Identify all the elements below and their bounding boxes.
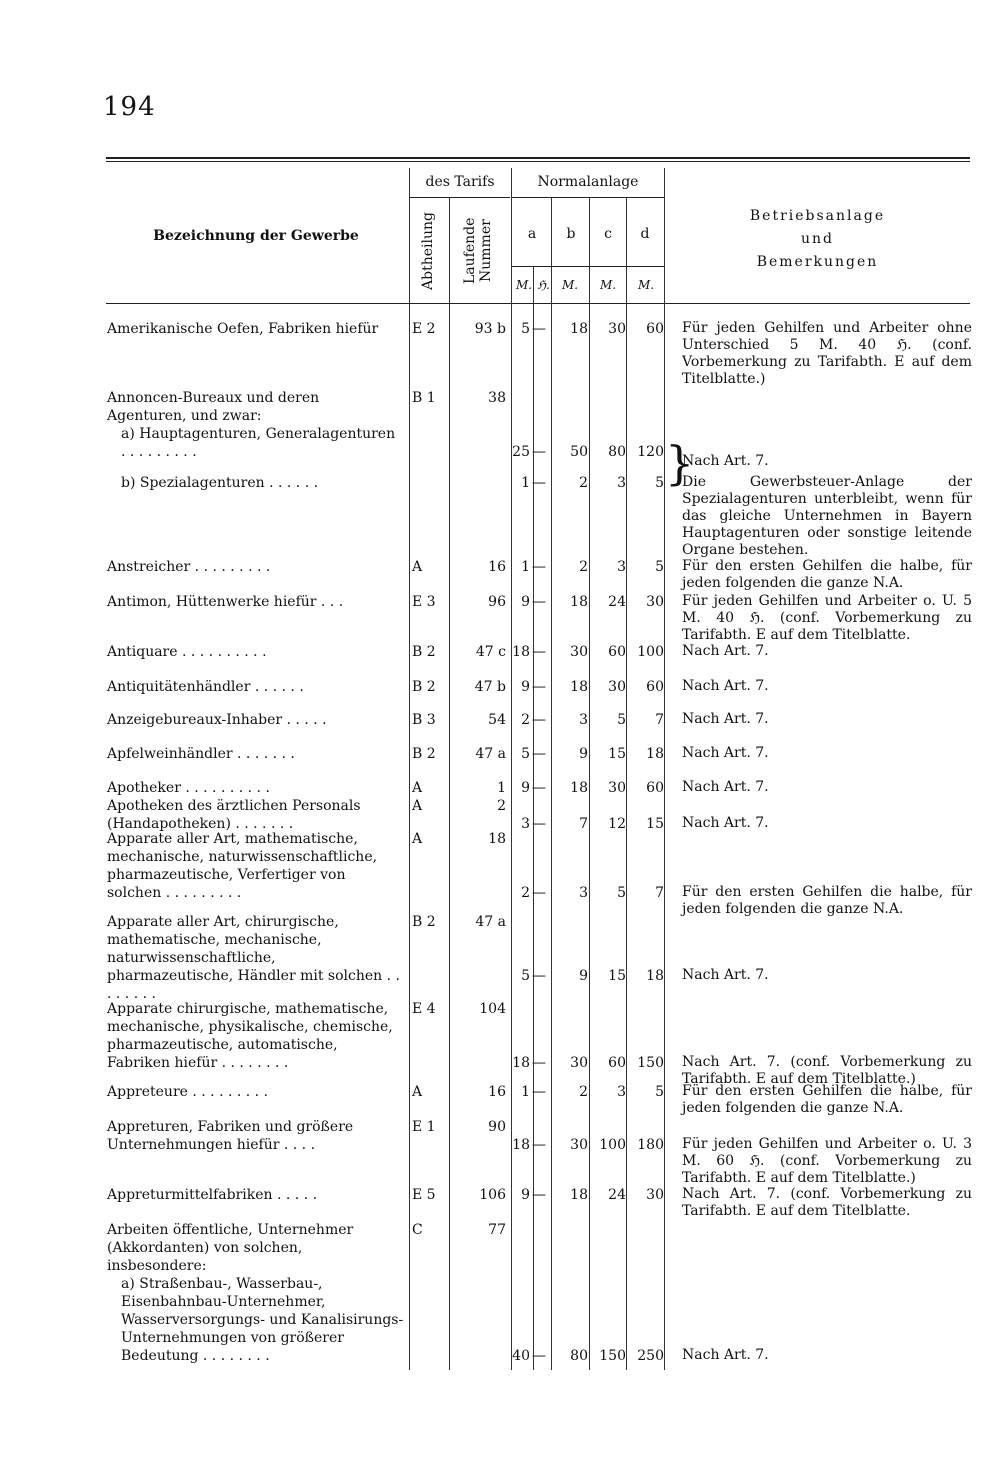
rate-c-cell: 30 (608, 321, 626, 337)
abteilung-cell: B 2 (412, 679, 436, 695)
rate-a-cell: 5 (521, 321, 530, 337)
rate-a-cell: 2 (521, 712, 530, 728)
col-a-header: a (527, 226, 537, 242)
remark-cell: Nach Art. 7. (conf. Vorbemerkung zu Tarifabth. E auf dem Titelblatte. (682, 1186, 972, 1219)
laufende-nummer-cell: 77 (488, 1222, 506, 1238)
rate-d-cell: 60 (646, 679, 664, 695)
trade-name (107, 830, 402, 902)
rate-a-cell: 1 (521, 475, 530, 491)
rate-b-cell: 3 (579, 885, 588, 901)
rate-a-cell: 5 (521, 968, 530, 984)
rate-d-cell: 7 (655, 885, 664, 901)
abteilung-cell: B 2 (412, 914, 436, 930)
trade-name-line: Appreturmittelfabriken . . . . . (107, 1187, 318, 1203)
trade-name (107, 1186, 402, 1204)
normalanlage-underline (512, 197, 664, 198)
trade-name (107, 711, 402, 729)
normalanlage-header: Normalanlage (537, 174, 639, 190)
laufende-nummer-text: Laufende Nummer (462, 217, 494, 285)
rate-c-cell: 15 (608, 746, 626, 762)
trade-name-line: Apparate aller Art, chirurgische, mathematische, mechanische, naturwissenschaftliche, pharmazeutische, Händler mit solchen . . . . . . . . (107, 914, 400, 1002)
trade-name-line: b) Spezialagenturen . . . . . . (121, 475, 319, 491)
abteilung-cell: B 3 (412, 712, 436, 728)
remark-cell: Nach Art. 7. (682, 1347, 769, 1363)
rate-c-cell: 100 (599, 1137, 626, 1153)
rate-a-cell: 5 (521, 746, 530, 762)
abteilung-cell: E 2 (412, 321, 436, 337)
unit-a-mark: M. (516, 278, 533, 292)
rate-d-cell: 7 (655, 712, 664, 728)
laufende-nummer-cell: 1 (497, 780, 506, 796)
trade-name-line: Apotheker . . . . . . . . . . (107, 780, 270, 796)
rate-a-pfennig-cell: — (532, 816, 546, 832)
rate-c-cell: 3 (617, 475, 626, 491)
col-line-name (409, 168, 410, 1370)
rate-c-cell: 150 (599, 1348, 626, 1364)
rate-a-pfennig-cell: — (532, 644, 546, 660)
trade-name-line: Antiquitätenhändler . . . . . . (107, 679, 304, 695)
remark-cell: Nach Art. 7. (682, 967, 769, 983)
remark-cell: Nach Art. 7. (conf. Vorbemerkung zu Tarifabth. E auf dem Titelblatte.) (682, 1054, 972, 1087)
rate-d-cell: 15 (646, 816, 664, 832)
laufende-nummer-cell: 2 (497, 798, 506, 814)
trade-name (107, 779, 402, 797)
trade-name-line: a) Hauptagenturen, Generalagenturen . . . . . . . . . (121, 426, 396, 460)
rate-a-pfennig-cell: — (532, 444, 546, 460)
col-b-header: b (566, 226, 576, 242)
rate-a-pfennig-cell: — (532, 712, 546, 728)
trade-name-line: Annoncen-Bureaux und deren Agenturen, und zwar: (107, 390, 320, 424)
remark-cell: Nach Art. 7. (682, 779, 769, 795)
remark-cell: Nach Art. 7. (682, 711, 769, 727)
col-d-header: d (640, 226, 650, 242)
rate-d-cell: 100 (637, 644, 664, 660)
rate-b-cell: 30 (570, 1055, 588, 1071)
trade-name (107, 1000, 402, 1072)
rate-c-cell: 24 (608, 1187, 626, 1203)
laufende-nummer-header (462, 206, 498, 296)
header-bottom-rule (106, 303, 970, 304)
col-line-d (664, 168, 665, 1370)
laufende-nummer-cell: 90 (488, 1119, 506, 1135)
abteilung-cell: A (412, 1084, 423, 1100)
rate-c-cell: 3 (617, 1084, 626, 1100)
trade-name (107, 1083, 402, 1101)
rate-d-cell: 60 (646, 321, 664, 337)
abteilung-cell: B 2 (412, 746, 436, 762)
rate-a-cell: 18 (512, 1137, 530, 1153)
rate-d-cell: 120 (637, 444, 664, 460)
rate-c-cell: 3 (617, 559, 626, 575)
laufende-nummer-cell: 18 (488, 831, 506, 847)
rate-b-cell: 30 (570, 1137, 588, 1153)
rate-a-pfennig-cell: — (532, 1187, 546, 1203)
rate-a-pfennig-cell: — (532, 1055, 546, 1071)
rate-a-pfennig-cell: — (532, 321, 546, 337)
rate-b-cell: 18 (570, 1187, 588, 1203)
rate-b-cell: 80 (570, 1348, 588, 1364)
remark-cell: Die Gewerbsteuer-Anlage der Spezialagenturen unterbleibt, wenn für das gleiche Unternehmen in Bayern Hauptagenturen oder sonstige leitende Organe bestehen. (682, 474, 972, 558)
remark-cell: Für den ersten Gehilfen die halbe, für jeden folgenden die ganze N.A. (682, 558, 972, 591)
rate-b-cell: 18 (570, 780, 588, 796)
remark-cell: Für jeden Gehilfen und Arbeiter o. U. 5 M. 40 ℌ. (conf. Vorbemerkung zu Tarifabth. E auf dem Titelblatte. (682, 593, 972, 643)
abteilung-cell: B 1 (412, 390, 436, 406)
laufende-nummer-cell: 47 c (475, 644, 506, 660)
rate-d-cell: 150 (637, 1055, 664, 1071)
rate-a-cell: 18 (512, 644, 530, 660)
rate-b-cell: 7 (579, 816, 588, 832)
remark-cell: Nach Art. 7. (682, 453, 769, 469)
rate-a-pfennig-cell: — (532, 594, 546, 610)
col-c-header: c (604, 226, 612, 242)
rate-d-cell: 250 (637, 1348, 664, 1364)
laufende-nummer-cell: 106 (479, 1187, 506, 1203)
trade-name (107, 389, 402, 461)
trade-name-line: Antiquare . . . . . . . . . . (107, 644, 267, 660)
unit-a-pfennig: ℌ. (537, 278, 550, 292)
rate-a-pfennig-cell: — (532, 1084, 546, 1100)
abteilung-cell: E 1 (412, 1119, 436, 1135)
rate-a-cell: 25 (512, 444, 530, 460)
remark-cell: Nach Art. 7. (682, 815, 769, 831)
rate-a-pfennig-cell: — (532, 746, 546, 762)
rate-a-cell: 1 (521, 559, 530, 575)
rate-b-cell: 9 (579, 746, 588, 762)
unit-d-mark: M. (638, 278, 655, 292)
top-rule-thick (106, 157, 970, 159)
trade-name-line: Apparate chirurgische, mathematische, mechanische, physikalische, chemische, pharmazeutische, automatische, Fabriken hiefür . . . . . . . . (107, 1001, 393, 1071)
trade-name (107, 913, 402, 1003)
trade-name-line: Appreturen, Fabriken und größere Unternehmungen hiefür . . . . (107, 1119, 354, 1153)
rate-a-cell: 9 (521, 1187, 530, 1203)
rate-b-cell: 2 (579, 1084, 588, 1100)
betriebsanlage-line-2: und (801, 231, 834, 247)
laufende-nummer-cell: 96 (488, 594, 506, 610)
trade-name-line: Anstreicher . . . . . . . . . (107, 559, 271, 575)
rate-c-cell: 15 (608, 968, 626, 984)
rate-d-cell: 18 (646, 746, 664, 762)
rate-b-cell: 30 (570, 644, 588, 660)
remark-cell: Nach Art. 7. (682, 745, 769, 761)
remark-cell: Für den ersten Gehilfen die halbe, für jeden folgenden die ganze N.A. (682, 884, 972, 917)
rate-d-cell: 30 (646, 1187, 664, 1203)
abteilung-cell: E 4 (412, 1001, 436, 1017)
rate-c-cell: 5 (617, 712, 626, 728)
rate-a-cell: 9 (521, 780, 530, 796)
rate-c-cell: 5 (617, 885, 626, 901)
laufende-nummer-cell: 16 (488, 1084, 506, 1100)
rate-a-cell: 9 (521, 594, 530, 610)
rate-d-cell: 5 (655, 559, 664, 575)
betriebsanlage-line-1: Betriebsanlage (749, 208, 886, 224)
remark-cell: Nach Art. 7. (682, 678, 769, 694)
laufende-nummer-cell: 38 (488, 390, 506, 406)
rate-c-cell: 30 (608, 780, 626, 796)
rate-c-cell: 24 (608, 594, 626, 610)
remark-brace: } (665, 436, 695, 490)
rate-a-cell: 3 (521, 816, 530, 832)
rate-b-cell: 18 (570, 321, 588, 337)
remark-cell: Für den ersten Gehilfen die halbe, für jeden folgenden die ganze N.A. (682, 1083, 972, 1116)
abteilung-cell: A (412, 780, 423, 796)
rate-a-cell: 2 (521, 885, 530, 901)
rate-a-pfennig-cell: — (532, 1137, 546, 1153)
trade-name-line: Antimon, Hüttenwerke hiefür . . . (107, 594, 344, 610)
trade-name (107, 558, 402, 576)
abteilung-cell: A (412, 798, 423, 814)
rate-a-cell: 18 (512, 1055, 530, 1071)
trade-name (107, 745, 402, 763)
abteilung-cell: E 5 (412, 1187, 436, 1203)
trade-name-line: Arbeiten öffentliche, Unternehmer (Akkordanten) von solchen, insbesondere: (107, 1222, 354, 1274)
trade-name (107, 1221, 402, 1275)
remark-cell: Für jeden Gehilfen und Arbeiter ohne Unterschied 5 M. 40 ℌ. (conf. Vorbemerkung zu Tarifabth. E auf dem Titelblatte.) (682, 320, 972, 387)
rate-a-pfennig-cell: — (532, 968, 546, 984)
trade-name (107, 320, 402, 338)
abteilung-cell: B 2 (412, 644, 436, 660)
trade-name (107, 474, 416, 492)
rate-a-pfennig-cell: — (532, 1348, 546, 1364)
unit-c-mark: M. (600, 278, 617, 292)
rate-c-cell: 12 (608, 816, 626, 832)
laufende-nummer-cell: 47 a (475, 914, 506, 930)
rate-d-cell: 5 (655, 1084, 664, 1100)
rate-b-cell: 2 (579, 559, 588, 575)
rate-c-cell: 30 (608, 679, 626, 695)
rate-a-pfennig-cell: — (532, 885, 546, 901)
rate-a-cell: 1 (521, 1084, 530, 1100)
rate-b-cell: 18 (570, 594, 588, 610)
abteilung-cell: A (412, 559, 423, 575)
betriebsanlage-header (665, 205, 970, 274)
laufende-nummer-cell: 47 a (475, 746, 506, 762)
rate-a-cell: 40 (512, 1348, 530, 1364)
trade-name-line: Appreteure . . . . . . . . . (107, 1084, 269, 1100)
remark-cell: Für jeden Gehilfen und Arbeiter o. U. 3 M. 60 ℌ. (conf. Vorbemerkung zu Tarifabth. E auf dem Titelblatte.) (682, 1136, 972, 1186)
trade-name-line: Apfelweinhändler . . . . . . . (107, 746, 295, 762)
trade-name-line: Apparate aller Art, mathematische, mechanische, naturwissenschaftliche, pharmazeutische, Verfertiger von solchen . . . . . . . . . (107, 831, 378, 901)
laufende-nummer-cell: 47 b (474, 679, 506, 695)
rate-b-cell: 18 (570, 679, 588, 695)
abteilung-cell: A (412, 831, 423, 847)
rate-d-cell: 30 (646, 594, 664, 610)
abteilung-header: Abtheilung (420, 212, 436, 290)
laufende-nummer-cell: 93 b (474, 321, 506, 337)
tarif-group-underline (410, 197, 510, 198)
rate-d-cell: 180 (637, 1137, 664, 1153)
laufende-nummer-cell: 54 (488, 712, 506, 728)
trade-name (107, 678, 402, 696)
trade-name (107, 643, 402, 661)
rate-a-pfennig-cell: — (532, 559, 546, 575)
rate-d-cell: 5 (655, 475, 664, 491)
rate-c-cell: 80 (608, 444, 626, 460)
rate-b-cell: 50 (570, 444, 588, 460)
rate-b-cell: 3 (579, 712, 588, 728)
rate-c-cell: 60 (608, 644, 626, 660)
trade-name-line: Apotheken des ärztlichen Personals (Handapotheken) . . . . . . . (107, 798, 361, 832)
remark-cell: Nach Art. 7. (682, 643, 769, 659)
rate-a-pfennig-cell: — (532, 780, 546, 796)
abteilung-cell: E 3 (412, 594, 436, 610)
rate-a-pfennig-cell: — (532, 679, 546, 695)
trade-name (107, 593, 402, 611)
rate-b-cell: 2 (579, 475, 588, 491)
trade-name-line: Anzeigebureaux-Inhaber . . . . . (107, 712, 327, 728)
trade-name (107, 1118, 402, 1154)
rate-d-cell: 60 (646, 780, 664, 796)
trade-name-line: a) Straßenbau-, Wasserbau-, Eisenbahnbau-Unternehmer, Wasserversorgungs- und Kanalisirungs-Unternehmungen von größerer Bedeutung . . . . . . . . (121, 1276, 404, 1364)
abteilung-cell: C (412, 1222, 423, 1238)
trade-name-line: Amerikanische Oefen, Fabriken hiefür (107, 321, 379, 337)
rate-c-cell: 60 (608, 1055, 626, 1071)
rate-a-cell: 9 (521, 679, 530, 695)
rate-d-cell: 18 (646, 968, 664, 984)
rate-a-pfennig-cell: — (532, 475, 546, 491)
laufende-nummer-cell: 104 (479, 1001, 506, 1017)
page-number: 194 (103, 92, 156, 122)
trade-name (107, 1275, 416, 1365)
name-column-header: Bezeichnung der Gewerbe (153, 228, 359, 244)
rate-b-cell: 9 (579, 968, 588, 984)
top-rule-thin (106, 161, 970, 162)
tarif-group-header: des Tarifs (425, 174, 495, 190)
units-rule (512, 266, 664, 267)
laufende-nummer-cell: 16 (488, 559, 506, 575)
trade-name (107, 797, 402, 833)
unit-b-mark: M. (562, 278, 579, 292)
betriebsanlage-line-3: Bemerkungen (756, 254, 879, 270)
